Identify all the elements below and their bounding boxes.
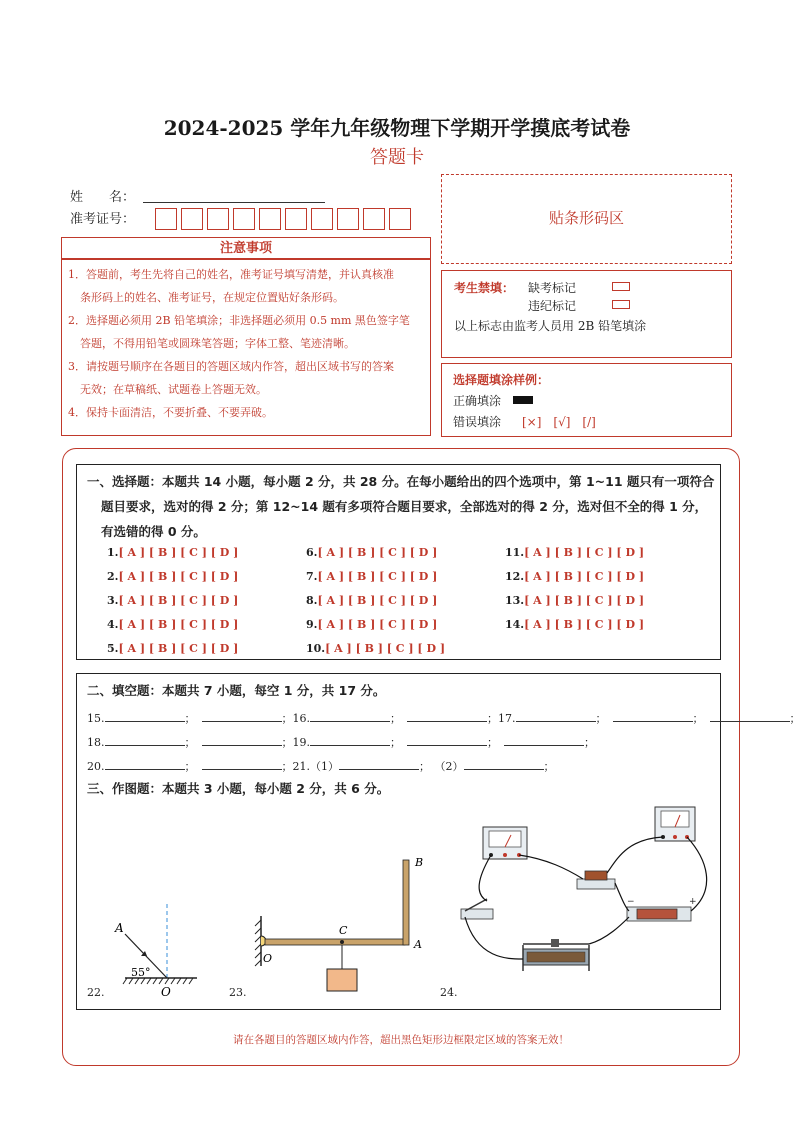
choice-options[interactable]: [ A ] [ B ] [ C ] [ D ] [317,594,438,607]
choice-question[interactable] [306,618,437,631]
separator: ； [184,736,196,749]
question-number: 20. [87,760,105,773]
question-number: 6. [306,546,318,559]
lever-horizontal [265,939,405,945]
choice-question[interactable] [107,642,238,655]
separator: ； [584,736,595,749]
id-digit-box[interactable] [337,208,359,230]
choice-options[interactable]: [ A ] [ B ] [ C ] [ D ] [524,546,645,559]
violation-mark-box[interactable] [612,300,630,309]
absent-mark-box[interactable] [612,282,630,291]
fill-row-20-21 [87,758,555,774]
separator: ； [543,760,555,773]
choice-options[interactable]: [ A ] [ B ] [ C ] [ D ] [118,594,239,607]
answer-blank[interactable] [202,735,282,746]
notice-item: 3．请按题号顺序在各题目的答题区域内作答，超出区域书写的答案 [68,360,394,373]
notice-item: 无效；在草稿纸、试题卷上答题无效。 [80,383,267,396]
ammeter [483,827,527,859]
choice-options[interactable]: [ A ] [ B ] [ C ] [ D ] [118,570,239,583]
question-number: 1. [107,546,119,559]
id-digit-box[interactable] [155,208,177,230]
question-number: 9. [306,618,318,631]
question-number: 3. [107,594,119,607]
separator: ； [789,712,801,725]
barcode-label: 贴条形码区 [548,209,624,227]
figure-24-circuit[interactable] [457,799,722,999]
separator: ； [281,736,293,749]
question-number: 5. [107,642,119,655]
separator: ； [487,712,498,725]
question-number: 4. [107,618,119,631]
fig22-label-a: A [115,921,124,935]
question-number: 14. [505,618,525,631]
answer-blank[interactable] [710,711,790,722]
separator: ； [487,736,498,749]
fig22-label-o: O [161,985,171,999]
fill-sample-title: 选择题填涂样例： [453,373,550,387]
resistor [577,871,615,889]
choice-heading: 一、选择题：本题共 14 小题，每小题 2 分，共 28 分。在每小题给出的四个选项中，第 1~11 题只有一项符合 [87,474,715,489]
question-number: 12. [505,570,525,583]
lever-vertical [403,860,409,945]
answer-blank[interactable] [202,711,282,722]
choice-question[interactable] [107,570,238,583]
barcode-area [441,174,732,264]
choice-options[interactable]: [ A ] [ B ] [ C ] [ D ] [524,570,645,583]
id-digit-box[interactable] [285,208,307,230]
fig23-label-o: O [263,952,273,965]
question-number: 15. [87,712,105,725]
figure-22-reflection[interactable] [97,896,227,1006]
question-number: 13. [505,594,525,607]
question-number: 2. [107,570,119,583]
question-number: 8. [306,594,318,607]
fig23-label-a: A [414,938,422,951]
choice-options[interactable]: [ A ] [ B ] [ C ] [ D ] [524,618,645,631]
question-number: 19. [292,736,310,749]
fill-row-18-19 [87,734,595,750]
notice-item: 答题，不得用铅笔或圆珠笔答题；字体工整、笔迹清晰。 [80,337,355,350]
notice-item: 1．答题前，考生先将自己的姓名，准考证号填写清楚，并认真核准 [68,268,394,281]
correct-fill-sample [513,396,533,404]
choice-options[interactable]: [ A ] [ B ] [ C ] [ D ] [317,546,438,559]
id-digit-box[interactable] [207,208,229,230]
fig22-angle: 55° [131,966,151,979]
name-field[interactable] [143,188,325,203]
choice-heading: 有选错的得 0 分。 [101,524,206,539]
answer-blank[interactable] [202,759,282,770]
answer-blank[interactable] [516,711,596,722]
id-digit-box[interactable] [389,208,411,230]
correct-fill-label: 正确填涂 [453,394,502,408]
figure-23-lever[interactable] [247,854,437,1004]
id-digit-box[interactable] [181,208,203,230]
answer-blank[interactable] [339,759,419,770]
fig23-label-b: B [415,856,424,869]
name-label: 姓 名： [70,190,136,205]
choice-heading: 题目要求，选对的得 2 分；第 12~14 题有多项符合题目要求，全部选对的得 2 分，选对但不全的得 1 分， [101,499,708,514]
choice-options[interactable]: [ A ] [ B ] [ C ] [ D ] [317,570,438,583]
separator: ； [184,760,196,773]
wall-hatch [255,920,261,966]
choice-question[interactable] [505,618,644,631]
answer-blank[interactable] [105,759,185,770]
fill-row-15-17 [87,710,801,726]
id-digit-box[interactable] [259,208,281,230]
separator: ； [184,712,196,725]
question-number: 7. [306,570,318,583]
choice-question[interactable] [306,642,445,655]
question-number: 10. [306,642,326,655]
svg-text:+: + [689,897,697,907]
choice-options[interactable]: [ A ] [ B ] [ C ] [ D ] [118,618,239,631]
battery [627,897,697,921]
forbidden-box [441,270,732,358]
absent-label: 缺考标记 [528,281,577,295]
choice-options[interactable]: [ A ] [ B ] [ C ] [ D ] [118,642,239,655]
choice-question[interactable] [107,546,238,559]
notice-title: 注意事项 [61,237,431,259]
answer-blank[interactable] [613,711,693,722]
answer-blank[interactable] [310,711,390,722]
voltmeter [655,807,695,841]
answer-blank[interactable] [407,711,487,722]
switch [461,899,493,919]
question-number: 16. [292,712,310,725]
answer-blank[interactable] [310,735,390,746]
question-number: 17. [498,712,516,725]
question-sub-number: （2） [440,760,464,773]
fig23-label-c: C [339,924,348,937]
fill-sample-box [441,363,732,437]
id-digit-box[interactable] [233,208,255,230]
notice-item: 4．保持卡面清洁，不要折叠、不要弄破。 [68,406,273,419]
violation-label: 违纪标记 [528,299,577,313]
wrong-fill-marks: [×] [√] [/] [522,415,596,429]
wrong-fill-label: 错误填涂 [453,415,502,429]
fill-heading: 二、填空题：本题共 7 小题，每空 1 分，共 17 分。 [87,683,386,698]
separator: ； [281,760,293,773]
answer-blank[interactable] [407,735,487,746]
page-title: 2024-2025 学年九年级物理下学期开学摸底考试卷 [163,116,631,140]
separator: ； [281,712,293,725]
notice-box [61,259,431,436]
separator: ； [595,712,607,725]
point-c [340,940,344,944]
choice-question[interactable] [505,594,644,607]
answer-blank[interactable] [105,711,185,722]
q23-label: 23. [229,986,247,999]
choice-options[interactable]: [ A ] [ B ] [ C ] [ D ] [118,546,239,559]
choice-question[interactable] [505,570,644,583]
separator: ； [692,712,704,725]
choice-options[interactable]: [ A ] [ B ] [ C ] [ D ] [325,642,446,655]
answer-blank[interactable] [105,735,185,746]
separator: ； [390,736,401,749]
section-choice [76,464,721,660]
page-subtitle: 答题卡 [370,147,424,168]
id-digit-box[interactable] [311,208,333,230]
choice-options[interactable]: [ A ] [ B ] [ C ] [ D ] [317,618,438,631]
rheostat [523,939,589,971]
choice-question[interactable] [505,546,644,559]
notice-item: 条形码上的姓名、准考证号，在规定位置贴好条形码。 [80,291,344,304]
answer-blank[interactable] [504,735,584,746]
question-number: 18. [87,736,105,749]
forbidden-note: 以上标志由监考人员用 2B 铅笔填涂 [454,319,647,333]
separator: ； [390,712,401,725]
id-digit-box[interactable] [363,208,385,230]
id-label: 准考证号： [70,212,136,227]
separator: ； [419,760,430,773]
q24-label: 24. [440,986,458,999]
id-boxes[interactable] [155,208,415,230]
hanging-block [327,969,357,991]
section-fill-and-draw [76,673,801,1010]
forbidden-label: 考生禁填： [454,281,515,295]
draw-heading: 三、作图题：本题共 3 小题，每小题 2 分，共 6 分。 [87,781,390,796]
question-number: 21.（1） [292,760,339,773]
q22-label: 22. [87,986,105,999]
footer-note: 请在各题目的答题区域内作答，超出黑色矩形边框限定区域的答案无效！ [233,1034,569,1046]
question-number: 11. [505,546,525,559]
choice-question[interactable] [107,594,238,607]
choice-question[interactable] [306,570,437,583]
choice-question[interactable] [306,546,437,559]
answer-blank[interactable] [464,759,544,770]
choice-question[interactable] [107,618,238,631]
choice-options[interactable]: [ A ] [ B ] [ C ] [ D ] [524,594,645,607]
notice-item: 2．选择题必须用 2B 铅笔填涂；非选择题必须用 0.5 mm 黑色签字笔 [68,314,410,327]
svg-text:−: − [627,897,635,907]
choice-question[interactable] [306,594,437,607]
